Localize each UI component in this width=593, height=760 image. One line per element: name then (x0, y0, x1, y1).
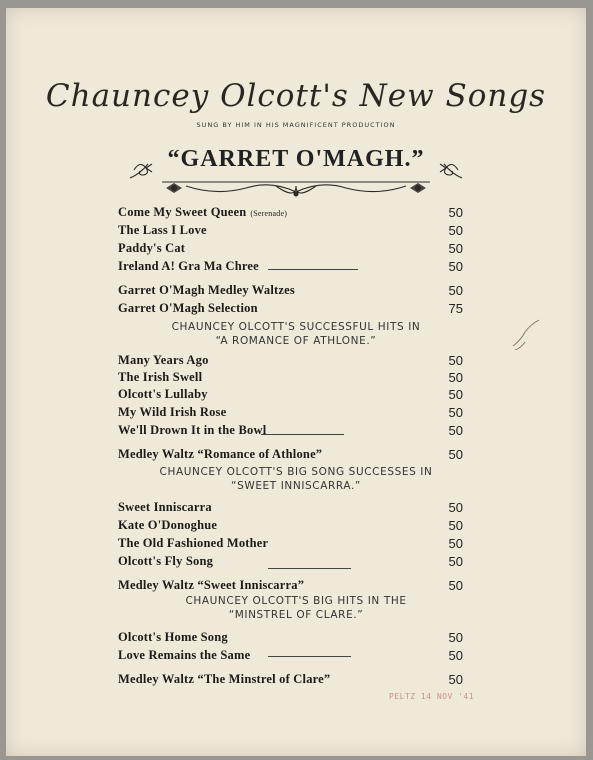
song-title (118, 630, 228, 645)
song-title-text: Many Years Ago (118, 352, 209, 367)
song-title (118, 536, 268, 551)
song-row (118, 404, 463, 420)
song-row (118, 300, 463, 316)
section-heading-inniscarra (6, 465, 586, 493)
dotted-leader (336, 675, 431, 683)
song-row (118, 499, 463, 515)
library-stamp: PELTZ 14 NOV '41 (389, 692, 475, 701)
dotted-leader (272, 426, 431, 434)
song-row (118, 258, 463, 274)
song-row (118, 535, 463, 551)
section-heading-athlone (6, 320, 586, 348)
song-row (118, 282, 463, 298)
song-price: 50 (448, 629, 463, 645)
song-title (118, 223, 207, 238)
song-title (118, 205, 287, 220)
song-price: 50 (448, 446, 463, 462)
song-title-text: Garret O'Magh Selection (118, 300, 258, 315)
divider-rule (268, 568, 351, 569)
song-title-text: Olcott's Fly Song (118, 553, 214, 568)
dotted-leader (328, 450, 431, 458)
song-row (118, 647, 463, 663)
song-row (118, 386, 463, 402)
song-title-text: The Lass I Love (118, 222, 207, 237)
section-heading-clare (6, 594, 586, 622)
section-subheading-line: “SWEET INNISCARRA.” (231, 480, 361, 492)
dotted-leader (191, 244, 431, 252)
song-price: 50 (448, 535, 463, 551)
song-title (118, 241, 185, 256)
song-title (118, 353, 209, 368)
song-title (118, 578, 304, 593)
song-title (118, 370, 202, 385)
song-price: 50 (448, 386, 463, 402)
song-row (118, 517, 463, 533)
dotted-leader (274, 539, 431, 547)
song-row (118, 240, 463, 256)
paper-tear-mark (509, 316, 543, 356)
song-price: 50 (448, 352, 463, 368)
dotted-leader (215, 356, 431, 364)
song-title-text: Olcott's Home Song (118, 629, 228, 644)
dotted-leader (208, 373, 431, 381)
dotted-leader (264, 304, 431, 312)
song-note: (Serenade) (250, 208, 288, 218)
song-price: 50 (448, 222, 463, 238)
dotted-leader (214, 390, 431, 398)
song-title-text: Come My Sweet Queen (118, 204, 247, 219)
song-title (118, 423, 266, 438)
divider-rule (261, 434, 344, 435)
section-subheading-line: “MINSTREL OF CLARE.” (228, 609, 364, 621)
song-title-text: Olcott's Lullaby (118, 386, 208, 401)
song-price: 50 (448, 671, 463, 687)
dotted-leader (213, 226, 431, 234)
song-title (118, 405, 226, 420)
song-title (118, 301, 258, 316)
dotted-leader (232, 408, 431, 416)
song-row (118, 577, 463, 593)
page-subtitle: SUNG BY HIM IN HIS MAGNIFICENT PRODUCTION (196, 121, 396, 129)
dotted-leader (219, 557, 431, 565)
song-title-text: Garret O'Magh Medley Waltzes (118, 282, 295, 297)
song-price: 50 (448, 517, 463, 533)
song-title-text: Medley Waltz “Romance of Athlone” (118, 446, 323, 461)
song-row (118, 369, 463, 385)
song-title (118, 283, 295, 298)
page-title: Chauncey Olcott's New Songs (45, 78, 547, 114)
song-title (118, 447, 322, 462)
song-title (118, 672, 330, 687)
song-title-text: The Old Fashioned Mother (118, 535, 269, 550)
song-price: 50 (448, 422, 463, 438)
song-title-text: Ireland A! Gra Ma Chree (118, 258, 259, 273)
song-row (118, 352, 463, 368)
dotted-leader (310, 581, 431, 589)
song-title-text: We'll Drown It in the Bowl (118, 422, 267, 437)
song-price: 50 (448, 499, 463, 515)
song-row (118, 446, 463, 462)
section-heading-line: CHAUNCEY OLCOTT'S BIG HITS IN THE (185, 595, 407, 607)
dotted-leader (223, 521, 431, 529)
section-heading-line: CHAUNCEY OLCOTT'S BIG SONG SUCCESSES IN (159, 466, 433, 478)
dotted-leader (256, 651, 431, 659)
song-row (118, 204, 463, 220)
song-title (118, 259, 259, 274)
song-row (118, 222, 463, 238)
song-price: 50 (448, 258, 463, 274)
song-title-text: Sweet Inniscarra (118, 499, 212, 514)
song-title (118, 387, 208, 402)
song-price: 50 (448, 282, 463, 298)
divider-rule (268, 656, 351, 657)
song-title-text: Medley Waltz “The Minstrel of Clare” (118, 671, 331, 686)
song-row (118, 629, 463, 645)
song-title-text: The Irish Swell (118, 369, 203, 384)
song-row (118, 422, 463, 438)
dotted-leader (218, 503, 431, 511)
section-heading-line: CHAUNCEY OLCOTT'S SUCCESSFUL HITS IN (171, 321, 421, 333)
section-subheading-line: “A ROMANCE OF ATHLONE.” (215, 335, 377, 347)
dotted-leader (234, 633, 431, 641)
divider-rule (268, 269, 358, 270)
song-title-text: My Wild Irish Rose (118, 404, 227, 419)
song-title (118, 648, 250, 663)
dotted-leader (301, 286, 431, 294)
song-title-text: Medley Waltz “Sweet Inniscarra” (118, 577, 305, 592)
song-title (118, 554, 213, 569)
song-row (118, 553, 463, 569)
dotted-leader (293, 208, 431, 216)
song-price: 50 (448, 369, 463, 385)
song-price: 50 (448, 240, 463, 256)
song-price: 50 (448, 577, 463, 593)
song-price: 50 (448, 404, 463, 420)
song-price: 75 (448, 300, 463, 316)
song-price: 50 (448, 647, 463, 663)
song-title-text: Paddy's Cat (118, 240, 186, 255)
song-price: 50 (448, 553, 463, 569)
song-title (118, 500, 212, 515)
song-price: 50 (448, 204, 463, 220)
song-title-text: Kate O'Donoghue (118, 517, 218, 532)
song-title-text: Love Remains the Same (118, 647, 251, 662)
sheet-music-page (6, 8, 586, 756)
production-title: “GARRET O'MAGH.” (167, 146, 425, 172)
song-row (118, 671, 463, 687)
song-title (118, 518, 217, 533)
